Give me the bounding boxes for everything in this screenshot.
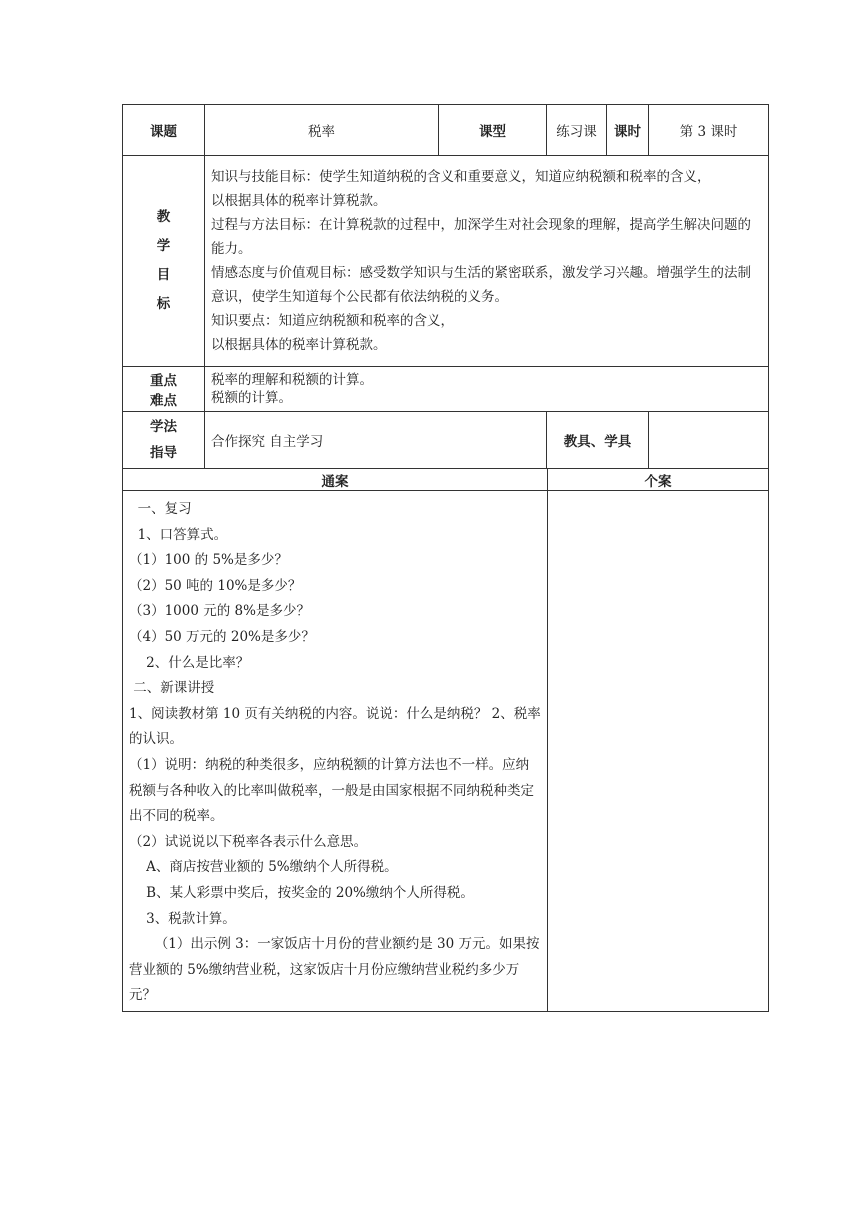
goal-line: 以根据具体的税率计算税款。 — [211, 193, 387, 209]
goal-line: 知识要点：知道应纳税额和税率的含义， — [211, 313, 454, 329]
goals-content — [205, 156, 769, 367]
period-label: 课时 — [607, 105, 649, 156]
lesson-type-label: 课型 — [439, 105, 547, 156]
period-value: 第 3 课时 — [649, 105, 769, 156]
goal-line: 以根据具体的税率计算税款。 — [211, 337, 387, 353]
method-label-line: 指导 — [150, 445, 177, 461]
tools-value — [649, 412, 769, 469]
method-label — [123, 412, 205, 469]
goals-label — [123, 156, 205, 367]
keypoints-content — [205, 367, 769, 412]
keypoints-label-line: 重点 — [150, 373, 177, 389]
plan-line: （3）1000 元的 8%是多少？ — [129, 603, 310, 620]
goals-label-char: 目 — [156, 267, 171, 283]
plan-line: 1、阅读教材第 10 页有关纳税的内容。说说：什么是纳税？ 2、税率的认识。 — [129, 705, 541, 748]
keypoint-line: 税率的理解和税额的计算。 — [211, 372, 373, 388]
goals-label-char: 标 — [156, 296, 171, 312]
lesson-plan-table — [122, 104, 768, 1012]
individual-plan-header: 个案 — [548, 469, 769, 491]
method-label-line: 学法 — [150, 419, 177, 435]
plan-line: （1）100 的 5%是多少？ — [129, 552, 288, 569]
plan-line: （2）50 吨的 10%是多少？ — [129, 577, 302, 594]
plan-line: 一、复习 — [129, 501, 192, 517]
tools-label: 教具、学具 — [547, 412, 649, 469]
plan-line: （1）说明：纳税的种类很多，应纳税额的计算方法也不一样。应纳税额与各种收入的比率叫做税率，一般是由国家根据不同纳税种类定出不同的税率。 — [129, 756, 534, 825]
plan-line: 3、税款计算。 — [129, 910, 236, 927]
goal-line: 知识与技能目标：使学生知道纳税的含义和重要意义，知道应纳税额和税率的含义， — [211, 169, 711, 185]
plan-line: 2、什么是比率？ — [129, 654, 250, 671]
topic-value: 税率 — [205, 105, 439, 156]
goals-label-char: 学 — [156, 238, 171, 254]
common-plan-header: 通案 — [123, 469, 548, 491]
common-plan-content — [123, 491, 548, 1012]
plan-line: 二、新课讲授 — [129, 680, 215, 697]
plan-line: 1、口答算式。 — [129, 526, 228, 543]
plan-line: （2）试说说以下税率各表示什么意思。 — [129, 833, 368, 850]
plan-line: （1）出示例 3：一家饭店十月份的营业额约是 30 万元。如果按营业额的 5%缴纳营业税，这家饭店十月份应缴纳营业税约多少万元？ — [129, 936, 540, 1004]
goals-label-char: 教 — [156, 209, 171, 225]
goal-line: 情感态度与价值观目标：感受数学知识与生活的紧密联系，激发学习兴趣。增强学生的法制意识，使学生知道每个公民都有依法纳税的义务。 — [211, 265, 751, 305]
lesson-type-value: 练习课 — [547, 105, 607, 156]
plan-line: A、商店按营业额的 5%缴纳个人所得税。 — [129, 859, 398, 876]
keypoint-line: 税额的计算。 — [211, 390, 292, 406]
individual-plan-content — [548, 491, 769, 1012]
plan-line: B、某人彩票中奖后，按奖金的 20%缴纳个人所得税。 — [129, 884, 474, 901]
keypoints-label-line: 难点 — [150, 393, 177, 409]
method-value: 合作探究 自主学习 — [205, 412, 547, 469]
topic-label: 课题 — [123, 105, 205, 156]
keypoints-label — [123, 367, 205, 412]
plan-line: （4）50 万元的 20%是多少？ — [129, 628, 315, 645]
goal-line: 过程与方法目标：在计算税款的过程中，加深学生对社会现象的理解，提高学生解决问题的能力。 — [211, 217, 751, 257]
